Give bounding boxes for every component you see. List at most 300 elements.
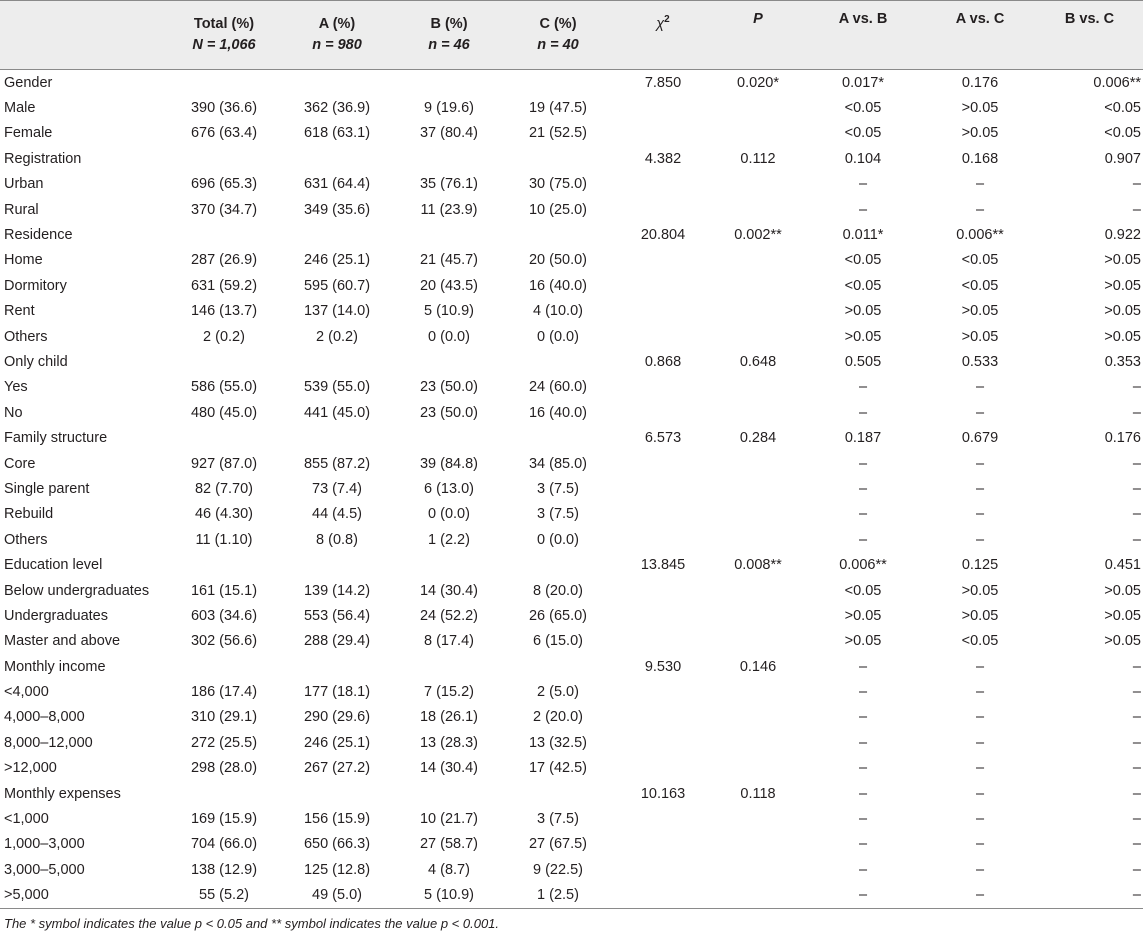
row-label: >5,000	[4, 887, 49, 904]
cell-b: 8 (17.4)	[424, 633, 474, 650]
header-a	[280, 1, 394, 70]
cell-chi-square	[612, 730, 714, 755]
row-label: Gender	[4, 74, 53, 91]
cell-b-vs-c: –	[1132, 176, 1141, 193]
cell-b: 24 (52.2)	[419, 607, 479, 624]
cell-a	[280, 781, 394, 806]
cell-p: 0.002**	[734, 227, 782, 244]
cell-a: 139 (14.2)	[303, 582, 371, 599]
cell-c: 2 (20.0)	[533, 709, 583, 726]
header-c	[504, 1, 612, 70]
cell-b: 35 (76.1)	[419, 176, 479, 193]
cell-b	[394, 425, 504, 450]
cell-chi-square	[612, 857, 714, 882]
row-label: Others	[4, 531, 48, 548]
cell-total	[168, 222, 280, 247]
cell-a-vs-b: –	[858, 709, 868, 726]
cell-a-vs-c: –	[975, 455, 985, 472]
cell-a	[280, 425, 394, 450]
cell-b-vs-c: 0.006**	[1093, 74, 1141, 91]
cell-a	[280, 70, 394, 96]
cell-a-vs-c: –	[975, 836, 985, 853]
cell-a-vs-b: 0.505	[844, 353, 882, 370]
cell-b-vs-c: –	[1132, 684, 1141, 701]
cell-p	[714, 806, 802, 831]
cell-chi-square: 20.804	[640, 227, 686, 244]
cell-p	[714, 730, 802, 755]
table-row	[0, 349, 1143, 374]
cell-c	[504, 70, 612, 96]
cell-b-vs-c: –	[1132, 201, 1141, 218]
table-row	[0, 400, 1143, 425]
cell-chi-square	[612, 629, 714, 654]
cell-c: 3 (7.5)	[537, 480, 579, 497]
cell-chi-square	[612, 502, 714, 527]
cell-b: 0 (0.0)	[428, 328, 470, 345]
header-a-vs-c: A vs. C	[924, 1, 1036, 70]
cell-p	[714, 400, 802, 425]
cell-total: 287 (26.9)	[190, 252, 258, 269]
cell-a-vs-b: <0.05	[844, 582, 882, 599]
cell-p	[714, 324, 802, 349]
cell-a-vs-c: –	[975, 887, 985, 904]
cell-a: 441 (45.0)	[303, 404, 371, 421]
cell-b-vs-c: –	[1132, 455, 1141, 472]
cell-b: 5 (10.9)	[424, 887, 474, 904]
cell-b-vs-c: –	[1132, 861, 1141, 878]
header-b-vs-c: B vs. C	[1036, 1, 1143, 70]
cell-total: 146 (13.7)	[190, 303, 258, 320]
table-row	[0, 730, 1143, 755]
cell-b: 13 (28.3)	[419, 734, 479, 751]
cell-a: 539 (55.0)	[303, 379, 371, 396]
cell-chi-square	[612, 451, 714, 476]
cell-b: 23 (50.0)	[419, 404, 479, 421]
cell-chi-square	[612, 172, 714, 197]
row-label: Rent	[4, 303, 35, 320]
table-row	[0, 222, 1143, 247]
row-label: Below undergraduates	[4, 582, 150, 599]
cell-total: 46 (4.30)	[194, 506, 254, 523]
cell-a: 553 (56.4)	[303, 607, 371, 624]
cell-c	[504, 654, 612, 679]
cell-p	[714, 603, 802, 628]
row-label: >12,000	[4, 760, 57, 777]
header-b-label: B (%)	[430, 16, 468, 32]
cell-b-vs-c: 0.176	[1104, 430, 1141, 447]
cell-c: 30 (75.0)	[528, 176, 588, 193]
cell-a-vs-b: –	[858, 506, 868, 523]
cell-c: 16 (40.0)	[528, 404, 588, 421]
cell-a: 137 (14.0)	[303, 303, 371, 320]
cell-a: 125 (12.8)	[303, 861, 371, 878]
row-label: 3,000–5,000	[4, 861, 85, 878]
cell-a	[280, 146, 394, 171]
cell-a: 2 (0.2)	[316, 328, 358, 345]
cell-c	[504, 425, 612, 450]
cell-p: 0.008**	[734, 557, 782, 574]
cell-c: 16 (40.0)	[528, 277, 588, 294]
cell-p: 0.146	[739, 658, 777, 675]
cell-c: 17 (42.5)	[528, 760, 588, 777]
cell-total: 298 (28.0)	[190, 760, 258, 777]
cell-a: 362 (36.9)	[303, 100, 371, 117]
cell-b	[394, 349, 504, 374]
cell-c: 3 (7.5)	[537, 811, 579, 828]
cell-p	[714, 172, 802, 197]
cell-b: 21 (45.7)	[419, 252, 479, 269]
cell-b-vs-c: –	[1132, 531, 1141, 548]
cell-b: 5 (10.9)	[424, 303, 474, 320]
cell-c: 21 (52.5)	[528, 125, 588, 142]
cell-total: 302 (56.6)	[190, 633, 258, 650]
cell-p	[714, 578, 802, 603]
cell-c: 24 (60.0)	[528, 379, 588, 396]
cell-b-vs-c: >0.05	[1104, 633, 1141, 650]
cell-chi-square	[612, 197, 714, 222]
cell-total	[168, 552, 280, 577]
cell-b	[394, 781, 504, 806]
header-c-label: C (%)	[539, 16, 577, 32]
cell-a-vs-c: –	[975, 861, 985, 878]
cell-total	[168, 146, 280, 171]
cell-total: 480 (45.0)	[190, 404, 258, 421]
cell-p: 0.284	[739, 430, 777, 447]
header-total	[168, 1, 280, 70]
cell-b	[394, 654, 504, 679]
cell-a	[280, 654, 394, 679]
cell-a: 631 (64.4)	[303, 176, 371, 193]
cell-b	[394, 552, 504, 577]
cell-c	[504, 781, 612, 806]
cell-chi-square	[612, 679, 714, 704]
cell-a	[280, 222, 394, 247]
cell-total	[168, 70, 280, 96]
cell-a	[280, 552, 394, 577]
header-a-label: A (%)	[318, 16, 356, 32]
table-row	[0, 705, 1143, 730]
cell-c: 1 (2.5)	[537, 887, 579, 904]
cell-a-vs-b: 0.187	[844, 430, 882, 447]
row-label: Monthly expenses	[4, 785, 121, 802]
cell-a-vs-b: –	[858, 887, 868, 904]
header-total-n: N = 1,066	[192, 37, 256, 53]
cell-a-vs-c: –	[975, 709, 985, 726]
cell-a: 49 (5.0)	[312, 887, 362, 904]
cell-p	[714, 705, 802, 730]
row-label: Family structure	[4, 430, 108, 447]
cell-b: 37 (80.4)	[419, 125, 479, 142]
cell-b-vs-c: >0.05	[1104, 252, 1141, 269]
cell-total	[168, 781, 280, 806]
cell-a: 349 (35.6)	[303, 201, 371, 218]
cell-chi-square	[612, 883, 714, 908]
row-label: <4,000	[4, 684, 49, 701]
cell-chi-square	[612, 806, 714, 831]
header-chi-symbol: χ	[656, 15, 665, 32]
table-row	[0, 552, 1143, 577]
cell-p	[714, 451, 802, 476]
row-label: Residence	[4, 227, 73, 244]
cell-a-vs-b: –	[858, 379, 868, 396]
row-label: Male	[4, 100, 36, 117]
cell-p	[714, 121, 802, 146]
cell-p: 0.118	[740, 785, 776, 802]
cell-a-vs-c: –	[975, 506, 985, 523]
cell-a-vs-b: –	[858, 734, 868, 751]
cell-b: 6 (13.0)	[424, 480, 474, 497]
table-body	[0, 70, 1143, 908]
cell-a-vs-c: 0.125	[961, 557, 999, 574]
cell-c: 6 (15.0)	[533, 633, 583, 650]
table-row	[0, 756, 1143, 781]
row-label: No	[4, 404, 23, 421]
cell-a-vs-b: <0.05	[844, 277, 882, 294]
cell-c: 3 (7.5)	[537, 506, 579, 523]
cell-chi-square	[612, 121, 714, 146]
cell-p	[714, 883, 802, 908]
cell-p	[714, 857, 802, 882]
table-row	[0, 679, 1143, 704]
cell-b-vs-c: >0.05	[1104, 277, 1141, 294]
table-row	[0, 857, 1143, 882]
cell-chi-square	[612, 756, 714, 781]
cell-chi-square	[612, 248, 714, 273]
table-bottom-rule	[0, 908, 1143, 909]
cell-p	[714, 273, 802, 298]
table-row	[0, 654, 1143, 679]
cell-b: 27 (58.7)	[419, 836, 479, 853]
table-footnote: The * symbol indicates the value p < 0.05 and ** symbol indicates the value p < 0.001.	[4, 916, 500, 931]
cell-a-vs-b: >0.05	[844, 303, 882, 320]
cell-b	[394, 222, 504, 247]
cell-a-vs-b: –	[858, 404, 868, 421]
cell-a: 855 (87.2)	[303, 455, 371, 472]
cell-b-vs-c: –	[1132, 379, 1141, 396]
table-row	[0, 527, 1143, 552]
cell-a-vs-b: <0.05	[844, 100, 882, 117]
table-row	[0, 425, 1143, 450]
cell-b-vs-c: 0.907	[1104, 150, 1141, 167]
cell-p	[714, 629, 802, 654]
cell-total: 927 (87.0)	[190, 455, 258, 472]
cell-c: 26 (65.0)	[528, 607, 588, 624]
cell-a-vs-c: >0.05	[961, 303, 999, 320]
cell-a-vs-b: >0.05	[844, 633, 882, 650]
cell-a-vs-b: –	[858, 480, 868, 497]
header-b-n: n = 46	[428, 37, 470, 53]
cell-p	[714, 756, 802, 781]
table-row	[0, 121, 1143, 146]
cell-a-vs-c: 0.168	[961, 150, 999, 167]
row-label: Education level	[4, 557, 103, 574]
cell-a-vs-c: >0.05	[961, 607, 999, 624]
cell-b-vs-c: –	[1132, 811, 1141, 828]
row-label: <1,000	[4, 811, 49, 828]
cell-total: 696 (65.3)	[190, 176, 258, 193]
cell-total: 603 (34.6)	[190, 607, 258, 624]
cell-a-vs-b: 0.011*	[842, 227, 884, 244]
cell-total: 370 (34.7)	[190, 201, 258, 218]
header-p: P	[714, 1, 802, 70]
cell-chi-square: 6.573	[644, 430, 682, 447]
cell-c: 19 (47.5)	[528, 100, 588, 117]
cell-a-vs-b: –	[858, 760, 868, 777]
cell-b: 14 (30.4)	[419, 582, 479, 599]
row-label: Core	[4, 455, 36, 472]
cell-a: 8 (0.8)	[316, 531, 358, 548]
cell-b-vs-c: –	[1132, 709, 1141, 726]
cell-chi-square	[612, 400, 714, 425]
cell-a-vs-c: –	[975, 379, 985, 396]
cell-b-vs-c: –	[1132, 836, 1141, 853]
cell-c: 34 (85.0)	[528, 455, 588, 472]
cell-p	[714, 502, 802, 527]
cell-b-vs-c: 0.353	[1104, 353, 1141, 370]
row-label: Rural	[4, 201, 39, 218]
cell-b-vs-c: –	[1132, 480, 1141, 497]
cell-b: 23 (50.0)	[419, 379, 479, 396]
cell-a-vs-c: –	[975, 684, 985, 701]
cell-c: 8 (20.0)	[533, 582, 583, 599]
cell-c: 0 (0.0)	[537, 531, 579, 548]
cell-chi-square: 9.530	[644, 658, 682, 675]
cell-chi-square	[612, 832, 714, 857]
table-row	[0, 603, 1143, 628]
row-label: Female	[4, 125, 53, 142]
cell-chi-square	[612, 375, 714, 400]
cell-chi-square: 7.850	[644, 74, 682, 91]
cell-p: 0.112	[740, 150, 776, 167]
cell-chi-square	[612, 527, 714, 552]
cell-a	[280, 349, 394, 374]
row-label: Master and above	[4, 633, 121, 650]
row-label: Registration	[4, 150, 82, 167]
cell-b-vs-c: 0.451	[1104, 557, 1141, 574]
cell-chi-square	[612, 578, 714, 603]
cell-b-vs-c: >0.05	[1104, 328, 1141, 345]
cell-chi-square	[612, 324, 714, 349]
cell-a-vs-b: –	[858, 836, 868, 853]
cell-a-vs-c: –	[975, 404, 985, 421]
cell-a-vs-c: –	[975, 176, 985, 193]
cell-p: 0.020*	[737, 74, 779, 91]
header-blank	[0, 1, 168, 70]
table-row	[0, 248, 1143, 273]
cell-a-vs-c: –	[975, 811, 985, 828]
cell-a-vs-b: –	[858, 176, 868, 193]
cell-a-vs-c: –	[975, 480, 985, 497]
row-label: 8,000–12,000	[4, 734, 93, 751]
header-a-n: n = 980	[312, 37, 362, 53]
cell-p	[714, 679, 802, 704]
table-row	[0, 629, 1143, 654]
cell-b: 11 (23.9)	[420, 201, 478, 218]
cell-c: 27 (67.5)	[528, 836, 588, 853]
cell-a-vs-c: 0.679	[961, 430, 999, 447]
cell-p: 0.648	[739, 353, 777, 370]
cell-a-vs-c: >0.05	[961, 125, 999, 142]
row-label: 1,000–3,000	[4, 836, 85, 853]
cell-b-vs-c: >0.05	[1104, 582, 1141, 599]
table-row	[0, 883, 1143, 908]
cell-a-vs-c: <0.05	[961, 633, 999, 650]
cell-p	[714, 197, 802, 222]
table-row	[0, 324, 1143, 349]
cell-chi-square: 4.382	[644, 150, 682, 167]
table-row	[0, 578, 1143, 603]
cell-chi-square: 13.845	[640, 557, 686, 574]
cell-total	[168, 654, 280, 679]
cell-p	[714, 248, 802, 273]
cell-total: 138 (12.9)	[190, 861, 258, 878]
cell-a: 595 (60.7)	[303, 277, 371, 294]
table-row	[0, 172, 1143, 197]
cell-total: 82 (7.70)	[194, 480, 254, 497]
cell-p	[714, 476, 802, 501]
cell-a-vs-c: 0.006**	[956, 227, 1004, 244]
table-row	[0, 451, 1143, 476]
cell-c: 13 (32.5)	[528, 734, 588, 751]
cell-total: 2 (0.2)	[203, 328, 245, 345]
cell-a-vs-c: –	[975, 785, 985, 802]
cell-b	[394, 146, 504, 171]
table-row	[0, 146, 1143, 171]
row-label: Urban	[4, 176, 44, 193]
cell-total: 676 (63.4)	[190, 125, 258, 142]
table-row	[0, 95, 1143, 120]
cell-chi-square	[612, 476, 714, 501]
cell-b-vs-c: –	[1132, 785, 1141, 802]
cell-a: 267 (27.2)	[303, 760, 371, 777]
row-label: Rebuild	[4, 506, 54, 523]
cell-b: 14 (30.4)	[419, 760, 479, 777]
cell-c: 10 (25.0)	[528, 201, 588, 218]
header-a-vs-b: A vs. B	[802, 1, 924, 70]
cell-a-vs-c: –	[975, 531, 985, 548]
cell-b: 20 (43.5)	[419, 277, 479, 294]
cell-b: 10 (21.7)	[419, 811, 479, 828]
header-b	[394, 1, 504, 70]
cell-total: 310 (29.1)	[190, 709, 258, 726]
cell-chi-square	[612, 603, 714, 628]
header-row	[0, 1, 1143, 70]
cell-b-vs-c: –	[1132, 404, 1141, 421]
cell-a-vs-b: –	[858, 201, 868, 218]
cell-b: 18 (26.1)	[419, 709, 479, 726]
cell-b-vs-c: –	[1132, 658, 1141, 675]
cell-a-vs-c: <0.05	[961, 277, 999, 294]
cell-b: 4 (8.7)	[428, 861, 470, 878]
row-label: 4,000–8,000	[4, 709, 85, 726]
cell-c: 9 (22.5)	[533, 861, 583, 878]
cell-chi-square: 0.868	[644, 353, 682, 370]
cell-a-vs-c: >0.05	[961, 328, 999, 345]
cell-b: 9 (19.6)	[424, 100, 474, 117]
row-label: Yes	[4, 379, 28, 396]
cell-a-vs-c: 0.176	[961, 74, 999, 91]
cell-a-vs-b: 0.017*	[842, 74, 884, 91]
cell-a-vs-c: –	[975, 201, 985, 218]
row-label: Monthly income	[4, 658, 106, 675]
row-label: Undergraduates	[4, 607, 108, 624]
cell-b: 0 (0.0)	[428, 506, 470, 523]
cell-p	[714, 299, 802, 324]
cell-total: 631 (59.2)	[190, 277, 258, 294]
cell-b-vs-c: >0.05	[1104, 303, 1141, 320]
cell-b: 1 (2.2)	[428, 531, 470, 548]
cell-b-vs-c: –	[1132, 506, 1141, 523]
